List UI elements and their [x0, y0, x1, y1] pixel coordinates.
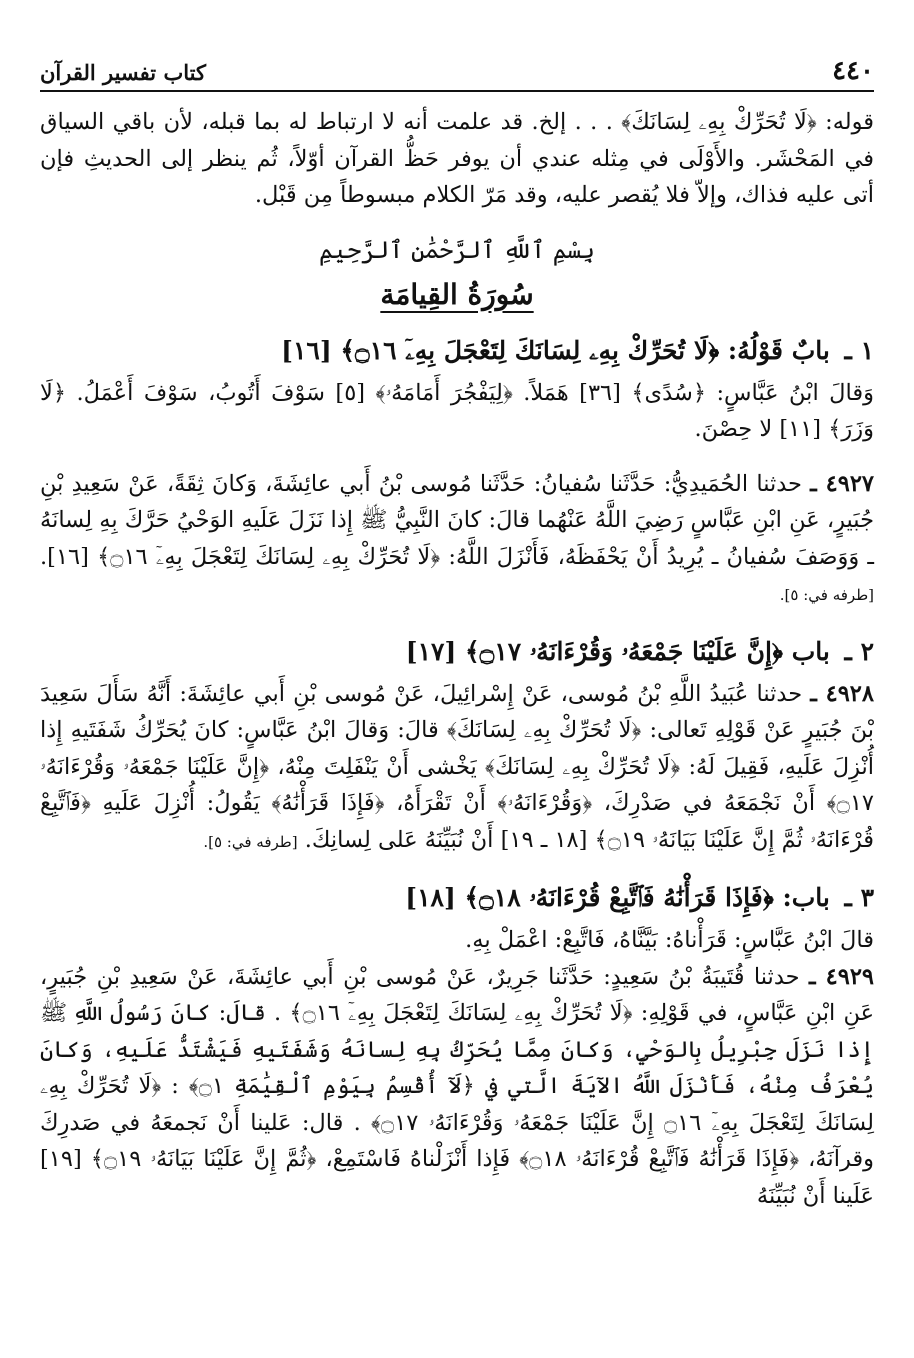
hadith-paragraph: [40, 676, 874, 861]
hadith-number: ٤٩٢٩ ـ: [808, 963, 874, 990]
surah-title: سُورَةُ القِيامَة: [380, 277, 534, 311]
hadith-paragraph: [40, 959, 874, 1215]
spacer: [40, 448, 874, 466]
commentary-paragraph: قالَ ابْنُ عَبَّاسٍ: قَرَأْناهُ: بَيَّنَّاهُ، فَاتَّبِعْ: اعْمَلْ بِهِ.: [465, 927, 874, 953]
intro-paragraph: قوله: ﴿لَا تُحَرِّكْ بِهِۦ لِسَانَكَ﴾ . . . إلخ. قد علمت أنه لا ارتباط له بما قبله، لأن باقي السياق في المَحْشَر. والأَوْلَى في مِثله عندي أن يوفر حَظُّ القرآن أوّلاً، ثُم ينظر إلى الحديثِ فإن أتى عليه فذاك، وإلاّ فلا يُقصر عليه، وقد مَرّ الكلام مبسوطاً مِن قَبْل.: [40, 109, 874, 208]
chapter-heading: [40, 632, 874, 672]
hadith-number: ٤٩٢٧ ـ: [810, 470, 874, 497]
spacer: [40, 614, 874, 632]
spacer: [40, 860, 874, 878]
chapter-title: باب: ﴿فَإِذَا قَرَأْنَٰهُ فَٱتَّبِعْ قُرْءَانَهُۥ ۝١٨﴾ [١٨]: [405, 883, 830, 912]
page-number: ٤٤٠: [832, 56, 874, 86]
hadith-number: ٤٩٢٨ ـ: [810, 680, 874, 707]
chapter-number: ١ ـ: [844, 335, 874, 365]
header-rule: [40, 90, 874, 92]
chapter-number: ٣ ـ: [844, 883, 874, 912]
chapter-heading: [40, 878, 874, 918]
page-body: [40, 104, 874, 1214]
hadith-text: حدثنا قُتَيبَةُ بْنُ سَعِيدٍ: حَدَّثَنا جَرِيرٌ، عَنْ مُوسى بْنِ أَبي عائِشَةَ، عَنْ سَعِيدِ بْنِ جُبَيرٍ، عَنِ ابْنِ عَبَّاسٍ، في قَوْلِهِ: ﴿لَا تُحَرِّكْ بِهِۦ لِسَانَكَ لِتَعْجَلَ بِهِۦٓ ۝١٦﴾ . قالَ: كانَ رَسُولُ اللَّهِ ﷺ إِذا نَزَلَ جِبْرِيلُ بِالوَحْيِ، وَكانَ مِمَّا يُحَرِّكُ بِهِ لِسانَهُ وَشَفَتَيهِ فَيَشْتَدُّ عَلَيهِ، وَكانَ يُعْرَفُ مِنْهُ، فَأَنْزَلَ اللَّهُ الآيَةَ الَّتي في ﴿لَآ أُقْسِمُ بِيَوْمِ ٱلْقِيَٰمَةِ ۝١﴾ : ﴿لَا تُحَرِّكْ بِهِۦ لِسَانَكَ لِتَعْجَلَ بِهِۦٓ ۝١٦ إِنَّ عَلَيْنَا جَمْعَهُۥ وَقُرْءَانَهُۥ ۝١٧﴾ . قال: عَلينا أَنْ نَجمعَهُ في صَدرِكَ وقرآنَهُ، ﴿فَإِذَا قَرَأْنَٰهُ فَٱتَّبِعْ قُرْءَانَهُۥ ۝١٨﴾ فَإِذا أَنْزَلْناهُ فَاسْتَمِعْ، ﴿ثُمَّ إِنَّ عَلَيْنَا بَيَانَهُۥ ۝١٩﴾ [١٩] عَلَينا أَنْ نُبَيِّنَهُ: [40, 963, 875, 1209]
cross-reference: [طرفه في: ٥].: [779, 586, 874, 604]
commentary-paragraph: وَقالَ ابْنُ عَبَّاسٍ: ﴿سُدًى﴾ [٣٦] هَمَلاً. ﴿لِيَفْجُرَ أَمَامَهُۥ﴾ [٥] سَوْفَ أَتُوبُ، سَوْفَ أَعْمَلُ. ﴿لَا وَزَرَ﴾ [١١] لا حِصْنَ.: [40, 379, 874, 442]
book-title: كتاب تفسير القرآن: [40, 60, 206, 85]
basmala: بِسْمِ ٱللَّهِ ٱلرَّحْمَٰنِ ٱلرَّحِيمِ: [318, 235, 595, 264]
cross-reference: [طرفه في: ٥].: [203, 832, 298, 851]
chapter-title: بابٌ قَوْلُهُ: ﴿لَا تُحَرِّكْ بِهِۦ لِسَانَكَ لِتَعْجَلَ بِهِۦٓ ۝١٦﴾ [١٦]: [281, 335, 830, 365]
page-header: [40, 52, 874, 92]
hadith-text: حدثنا عُبَيدُ اللَّهِ بْنُ مُوسى، عَنْ إِسْرائِيلَ، عَنْ مُوسى بْنِ أَبي عائِشَةَ: أَنَّهُ سَأَلَ سَعِيدَ بْنَ جُبَيرٍ عَنْ قَوْلِهِ تَعالى: ﴿لَا تُحَرِّكْ بِهِۦ لِسَانَكَ﴾ قالَ: وَقالَ ابْنُ عَبَّاسٍ: كانَ يُحَرِّكُ شَفَتَيهِ إِذا أُنْزِلَ عَلَيهِ، فَقِيلَ لَهُ: ﴿لَا تُحَرِّكْ بِهِۦ لِسَانَكَ﴾ يَخْشى أَنْ يَنْفَلِتَ مِنْهُ، ﴿إِنَّ عَلَيْنَا جَمْعَهُۥ وَقُرْءَانَهُۥ ۝١٧﴾ أَنْ نَجْمَعَهُ في صَدْرِكَ، ﴿وَقُرْءَانَهُۥ﴾ أَنْ تَقْرَأَهُ، ﴿فَإِذَا قَرَأْنَٰهُ﴾ يَقُولُ: أُنْزِلَ عَلَيهِ ﴿فَٱتَّبِعْ قُرْءَانَهُۥ ثُمَّ إِنَّ عَلَيْنَا بَيَانَهُۥ ۝١٩﴾ [١٨ ـ ١٩] أَنْ نُبَيِّنَهُ عَلى لِسانِكَ.: [40, 680, 874, 853]
chapter-heading: [40, 331, 874, 371]
hadith-text: حدثنا الحُمَيدِيُّ: حَدَّثَنا سُفيانُ: حَدَّثَنا مُوسى بْنُ أَبي عائِشَةَ، وَكانَ ثِقَةً، عَنْ سَعِيدِ بْنِ جُبَيرٍ، عَنِ ابْنِ عَبَّاسٍ رَضِيَ اللَّهُ عَنْهُما قالَ: كانَ النَّبِيُّ ﷺ إِذا نَزَلَ عَلَيهِ الوَحْيُ حَرَّكَ بِهِ لِسانَهُ ـ وَوَصَفَ سُفيانُ ـ يُرِيدُ أَنْ يَحْفَظَهُ، فَأَنْزَلَ اللَّهُ: ﴿لَا تُحَرِّكْ بِهِۦ لِسَانَكَ لِتَعْجَلَ بِهِۦٓ ۝١٦﴾ [١٦].: [40, 470, 874, 570]
chapter-number: ٢ ـ: [844, 636, 874, 666]
hadith-paragraph: [40, 466, 874, 614]
chapter-title: باب ﴿إِنَّ عَلَيْنَا جَمْعَهُۥ وَقُرْءَانَهُۥ ۝١٧﴾ [١٧]: [405, 636, 830, 666]
